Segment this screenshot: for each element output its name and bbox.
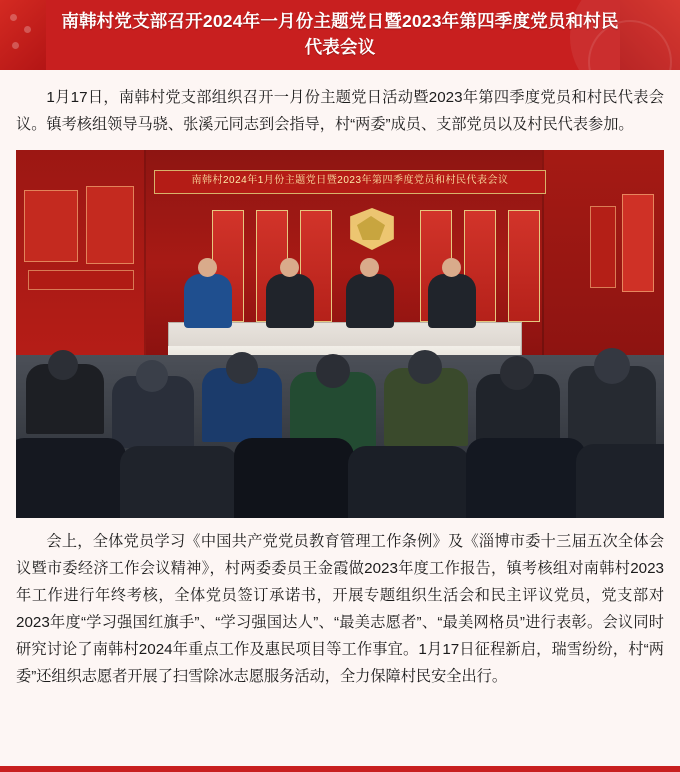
photo-wall-scroll <box>622 194 654 292</box>
photo-person-head <box>316 354 350 388</box>
meeting-photo <box>16 150 664 518</box>
photo-person-head <box>500 356 534 390</box>
photo-person-head <box>280 258 299 277</box>
photo-person-head <box>136 360 168 392</box>
photo-caption-banner: 南韩村2024年1月份主题党日暨2023年第四季度党员和村民代表会议 <box>154 170 546 194</box>
photo-audience-person <box>348 446 470 518</box>
photo-seated-person <box>346 274 394 328</box>
page-title: 南韩村党支部召开2024年一月份主题党日暨2023年第四季度党员和村民代表会议 <box>61 11 619 57</box>
photo-hanging-scroll <box>508 210 540 322</box>
photo-person-head <box>594 348 630 384</box>
photo-person-head <box>408 350 442 384</box>
photo-audience-person <box>576 444 664 518</box>
photo-wall-plaque <box>28 270 134 290</box>
photo-person-head <box>442 258 461 277</box>
footer-accent-bar <box>0 766 680 772</box>
photo-audience-person <box>234 438 354 518</box>
article-header-banner <box>0 0 680 70</box>
photo-seated-person <box>428 274 476 328</box>
photo-audience-person <box>16 438 126 518</box>
photo-wall-plaque <box>24 190 78 262</box>
photo-person-head <box>360 258 379 277</box>
photo-audience-person <box>120 446 238 518</box>
photo-seated-person <box>266 274 314 328</box>
article-paragraph-1: 1月17日，南韩村党支部组织召开一月份主题党日活动暨2023年第四季度党员和村民代表会议。镇考核组领导马骁、张溪元同志到会指导，村“两委”成员、支部党员以及村民代表参加。 <box>16 89 664 133</box>
photo-wall-scroll <box>590 206 616 288</box>
photo-person-head <box>226 352 258 384</box>
article-body <box>0 70 680 690</box>
article-paragraph-2: 会上，全体党员学习《中国共产党党员教育管理工作条例》及《淄博市委十三届五次全体会议暨市委经济工作会议精神》，村两委委员王金霞做2023年度工作报告，镇考核组对南韩村2023年工作进行年终考核，全体党员签订承诺书，开展专题组织生活会和民主评议党员，党支部对2023年度“学习强国红旗手”、“学习强国达人”、“最美志愿者”、“最美网格员”进行表彰。会议同时研究讨论了南韩村2024年重点工作及惠民项目等工作事宜。1月17日征程新启，瑞雪纷纷，村“两委”还组织志愿者开展了扫雪除冰志愿服务活动，全力保障村民安全出行。 <box>16 533 664 685</box>
photo-person-head <box>198 258 217 277</box>
photo-seated-person <box>184 274 232 328</box>
photo-wall-plaque <box>86 186 134 264</box>
photo-audience-person <box>466 438 586 518</box>
photo-person-head <box>48 350 78 380</box>
